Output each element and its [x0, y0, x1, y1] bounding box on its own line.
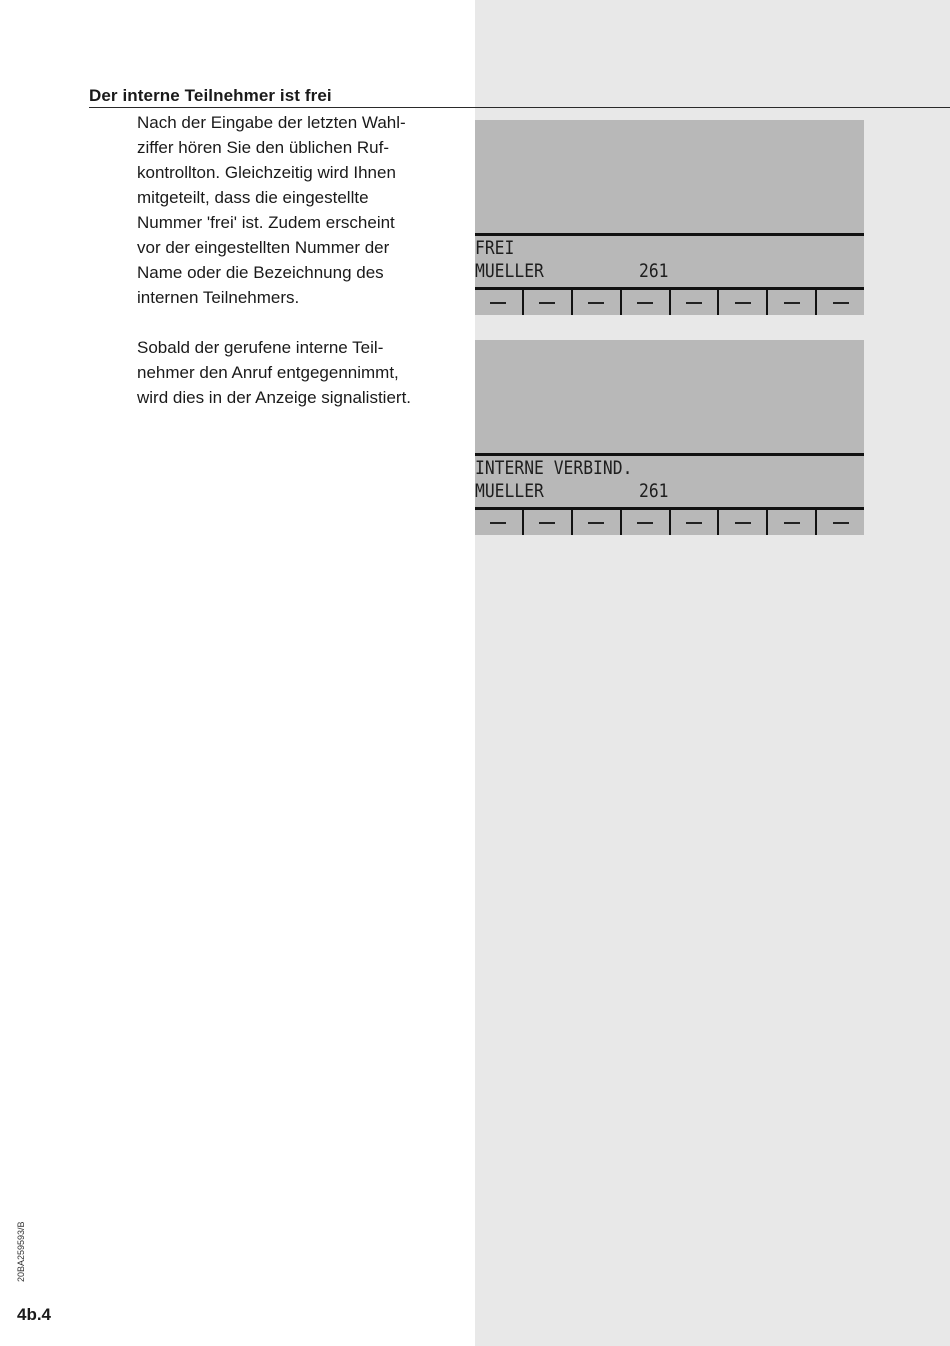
softkey[interactable] [571, 510, 620, 535]
text-line: ziffer hören Sie den üblichen Ruf- [137, 138, 390, 157]
paragraph-free-status [137, 110, 457, 310]
display-status-line: FREI [475, 237, 515, 259]
text-line: nehmer den Anruf entgegennimmt, [137, 363, 399, 382]
text-line: Nach der Eingabe der letzten Wahl- [137, 113, 406, 132]
page-number: 4b.4 [17, 1305, 52, 1324]
text-line: mitgeteilt, dass die eingestellte [137, 188, 369, 207]
softkey[interactable] [522, 290, 571, 315]
document-code: 20BA259593/B [16, 1221, 26, 1282]
text-line: Name oder die Bezeichnung des [137, 263, 384, 282]
text-line: Nummer 'frei' ist. Zudem erscheint [137, 213, 395, 232]
section-heading: Der interne Teilnehmer ist frei [89, 86, 332, 105]
softkey-row [475, 510, 864, 535]
phone-display-connected [475, 340, 864, 535]
softkey[interactable] [815, 510, 864, 535]
text-line: wird dies in der Anzeige signalistiert. [137, 388, 412, 407]
softkey[interactable] [717, 290, 766, 315]
softkey[interactable] [620, 510, 669, 535]
softkey-row [475, 290, 864, 315]
display-number: 261 [639, 260, 669, 282]
softkey[interactable] [669, 290, 718, 315]
display-name: MUELLER [475, 260, 544, 282]
softkey[interactable] [475, 290, 522, 315]
softkey[interactable] [475, 510, 522, 535]
text-line: vor der eingestellten Nummer der [137, 238, 390, 257]
text-line: kontrollton. Gleichzeitig wird Ihnen [137, 163, 396, 182]
display-name: MUELLER [475, 480, 544, 502]
display-status-line: INTERNE VERBIND. [475, 457, 633, 479]
heading-rule [89, 107, 950, 108]
paragraph-answered [137, 335, 457, 410]
softkey[interactable] [571, 290, 620, 315]
display-divider [475, 453, 864, 456]
display-divider [475, 233, 864, 236]
phone-display-free [475, 120, 864, 315]
softkey[interactable] [766, 290, 815, 315]
softkey[interactable] [522, 510, 571, 535]
text-line: Sobald der gerufene interne Teil- [137, 338, 384, 357]
display-number: 261 [639, 480, 669, 502]
text-line: internen Teilnehmers. [137, 288, 300, 307]
softkey[interactable] [766, 510, 815, 535]
softkey[interactable] [669, 510, 718, 535]
softkey[interactable] [815, 290, 864, 315]
softkey[interactable] [620, 290, 669, 315]
softkey[interactable] [717, 510, 766, 535]
